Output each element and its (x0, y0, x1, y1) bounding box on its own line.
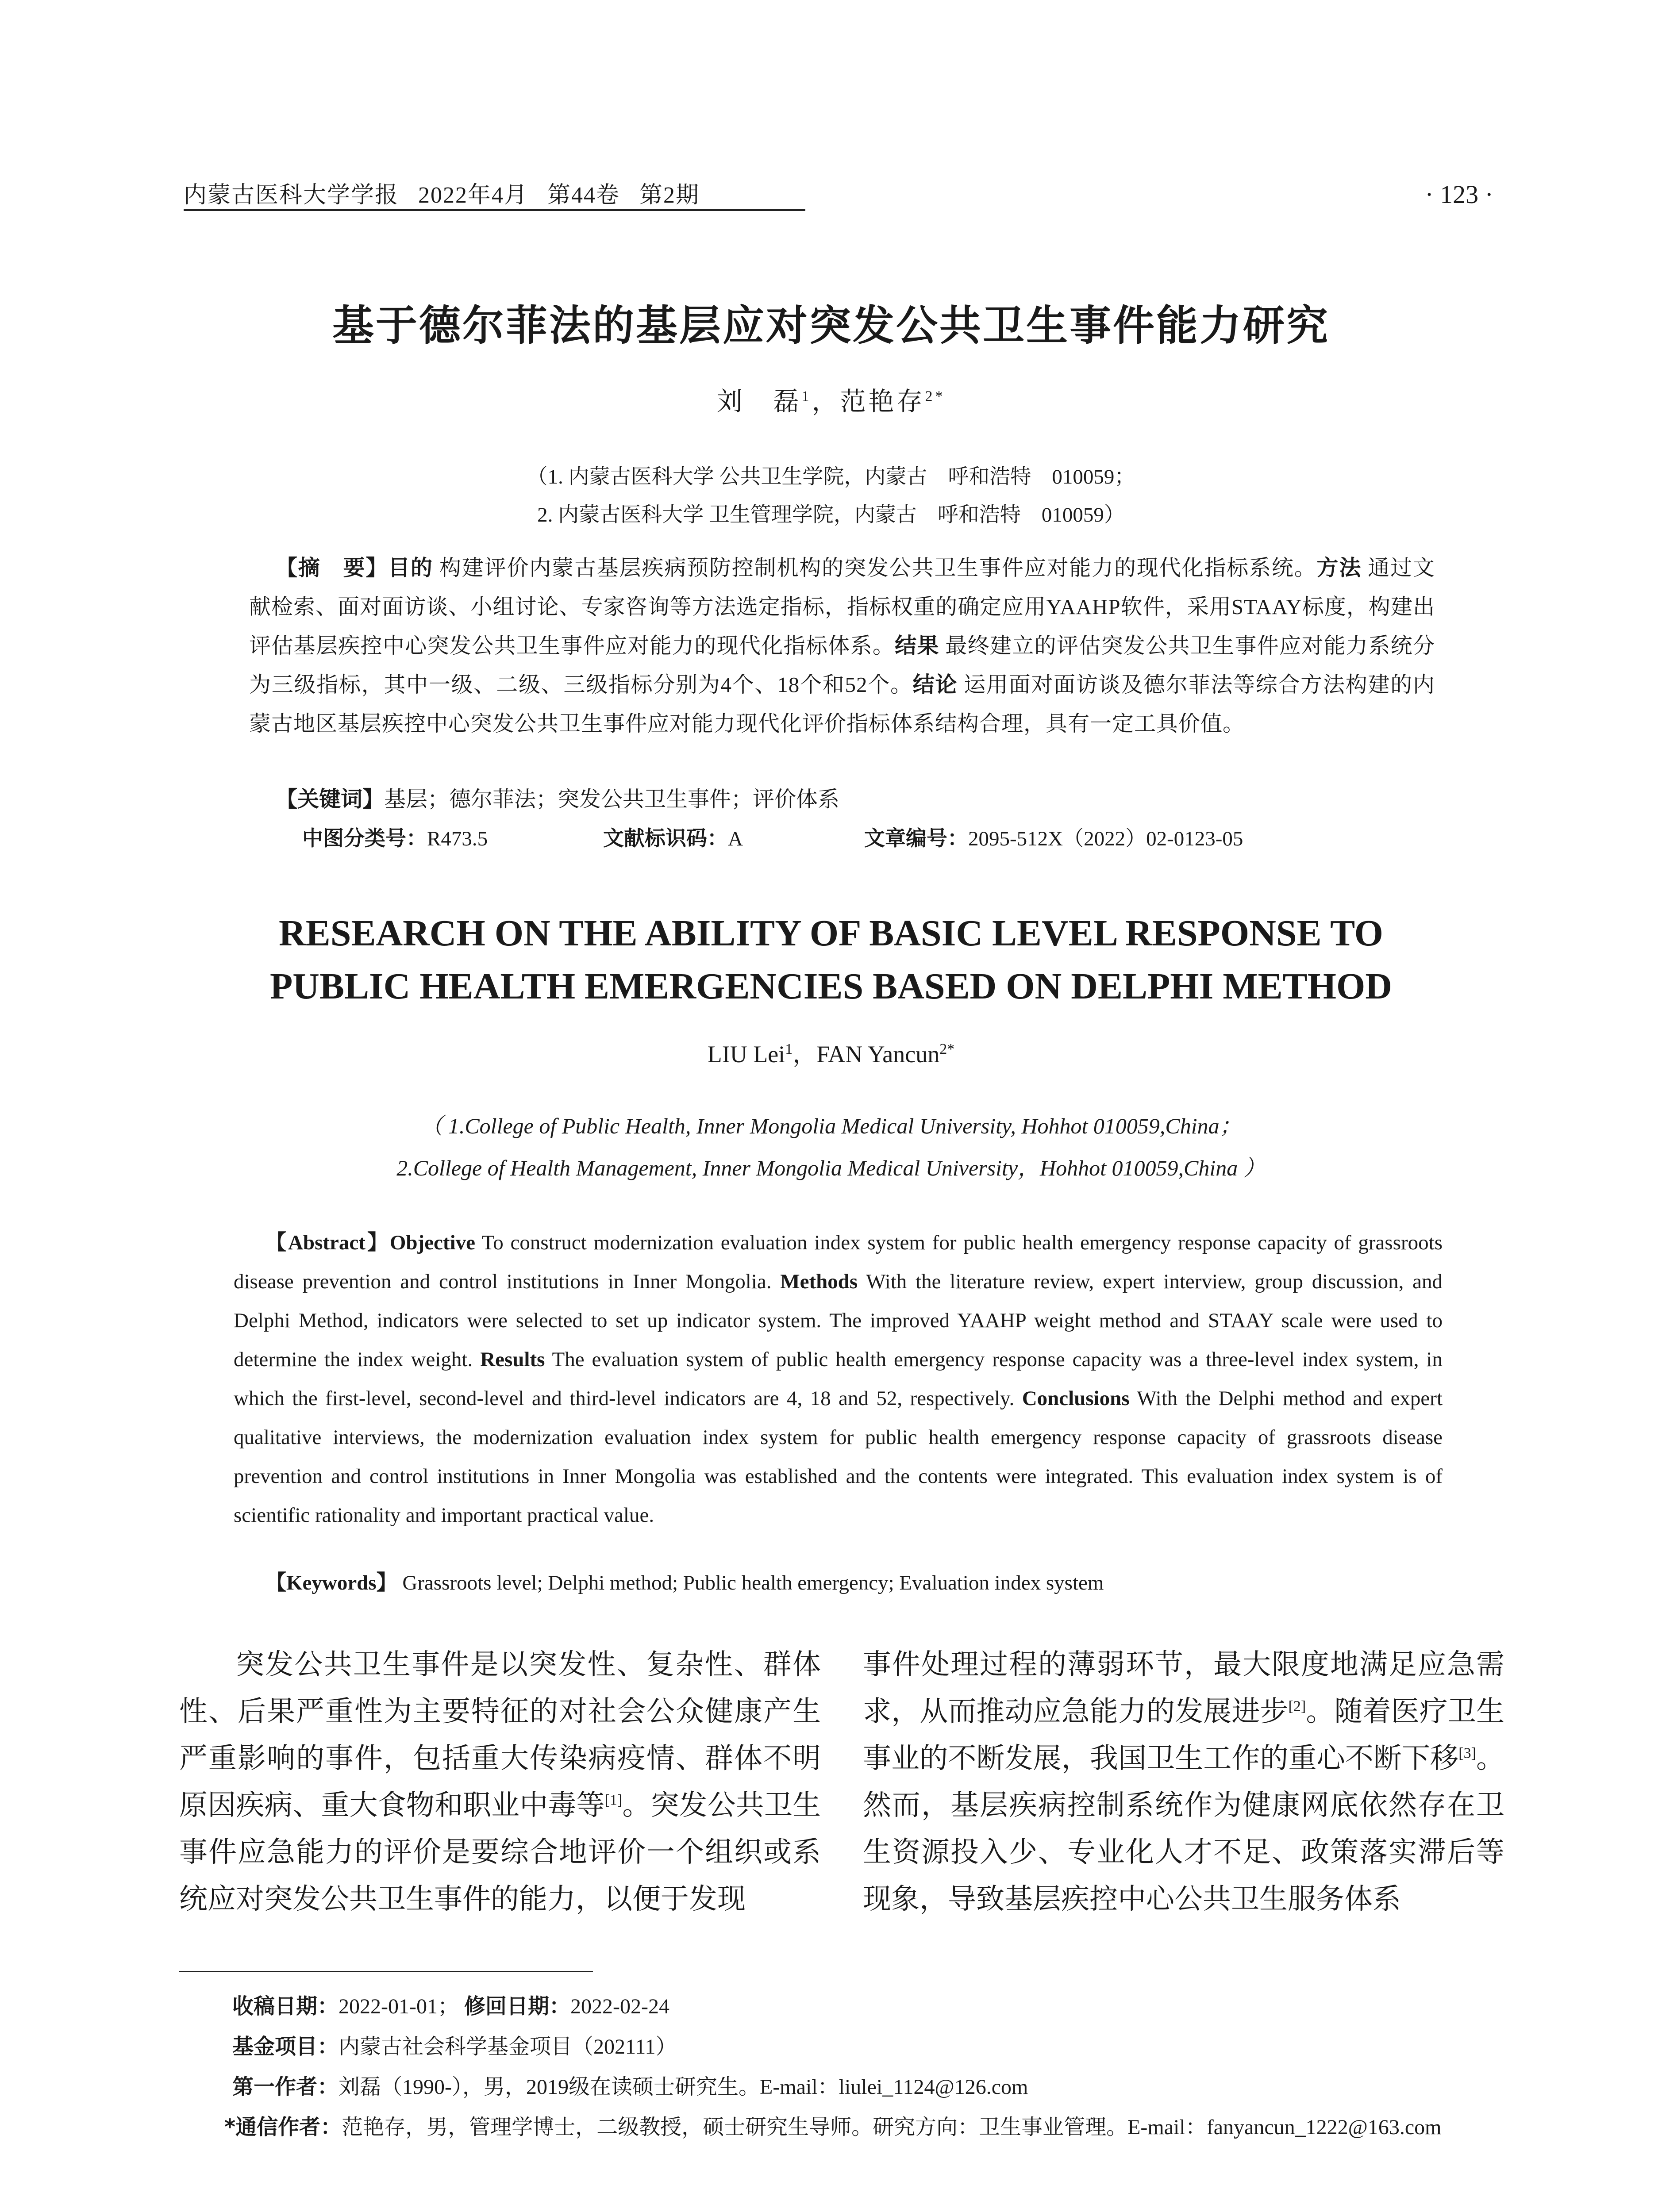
cn-author-1: 刘 磊 (716, 387, 802, 416)
footnotes (224, 1986, 1626, 2147)
cn-author-2: 范艳存 (840, 387, 925, 416)
en-methods-label: Methods (780, 1270, 858, 1293)
cn-authors (0, 380, 1662, 418)
en-keywords-text: Grassroots level; Delphi method; Public health emergency; Evaluation index system (402, 1571, 1104, 1594)
footnote-dates (232, 1986, 1626, 2027)
received-label: 收稿日期： (232, 1994, 339, 2019)
body-text: 。突发公共卫生事件应急能力的评价是要综合地评价一个组织或系统应对突发公共卫生事件的能力，以便于发现 (179, 1790, 821, 1915)
first-author-label: 第一作者： (232, 2074, 339, 2099)
cn-objective-text: 构建评价内蒙古基层疾病预防控制机构的突发公共卫生事件应对能力的现代化指标系统。 (439, 556, 1317, 580)
en-affiliation-1: （ 1.College of Public Health, Inner Mongolia Medical University, Hohhot 010059,China； (420, 1114, 1242, 1138)
clc-label: 中图分类号： (302, 826, 427, 851)
article-no-label: 文章编号： (864, 826, 968, 851)
cn-methods-text: 通过文献检索、面对面访谈、小组讨论、专家咨询等方法选定指标，指标权重的确定应用YAAHP软件，采用STAAY标度，构建出评估基层疾控中心突发公共卫生事件应对能力的现代化指标体系。 (249, 556, 1435, 658)
footnote-corresponding (224, 2107, 1626, 2147)
en-author-1: LIU Lei (707, 1041, 785, 1068)
en-author-1-sup: 1 (785, 1041, 793, 1057)
revised-date: 2022-02-24 (570, 1995, 669, 2018)
cn-title: 基于德尔菲法的基层应对突发公共卫生事件能力研究 (332, 302, 1330, 350)
cn-abstract-label: 【摘 要】 (276, 555, 389, 580)
doc-code-value: A (728, 827, 743, 850)
running-header (184, 176, 1493, 211)
cn-keywords-text: 基层；德尔菲法；突发公共卫生事件；评价体系 (384, 787, 840, 811)
body-column-left (179, 1641, 821, 1923)
en-conclusions-label: Conclusions (1022, 1387, 1130, 1410)
en-results-text: The evaluation system of public health emergency response capacity was a three-level index system, in which the first-level, second-level and third-level indicators are 4, 18 and 52, respectively. (234, 1348, 1443, 1410)
cn-author-separator: ， (812, 387, 840, 416)
issue-date: 2022年4月 (418, 183, 528, 208)
corresponding-label: *通信作者： (224, 2115, 342, 2139)
citation-ref: [2] (1288, 1698, 1306, 1715)
header-underline (184, 209, 805, 211)
cn-author-1-sup: 1 (801, 388, 812, 405)
en-methods-text: With the literature review, expert interview, group discussion, and Delphi Method, indicators were selected to set up indicator system. The improved YAAHP weight method and STAAY scale were used to determine the index weight. (234, 1270, 1443, 1371)
en-objective-label: Objective (389, 1231, 475, 1254)
journal-name: 内蒙古医科大学学报 (184, 183, 399, 208)
article-no-value: 2095-512X（2022）02-0123-05 (968, 827, 1243, 850)
citation-ref: [3] (1458, 1745, 1476, 1762)
cn-objective-label: 目的 (388, 556, 433, 580)
cn-methods-label: 方法 (1316, 556, 1362, 580)
en-affiliation-2: 2.College of Health Management, Inner Mongolia Medical University，Hohhot 010059,China ） (396, 1156, 1266, 1180)
cn-conclusion-text: 运用面对面访谈及德尔菲法等综合方法构建的内蒙古地区基层疾控中心突发公共卫生事件应对能力现代化评价指标体系结构合理，具有一定工具价值。 (249, 672, 1435, 736)
en-conclusions-text: With the Delphi method and expert qualitative interviews, the modernization evaluation index system for public health emergency response capacity of grassroots disease prevention and control institutions in Inner Mongolia was established and the contents were integrated. This evaluation index system is of scientific rationality and important practical value. (234, 1387, 1443, 1527)
body-paragraph (863, 1641, 1504, 1923)
article-number (864, 822, 1243, 852)
body-text: 突发公共卫生事件是以突发性、复杂性、群体性、后果严重性为主要特征的对社会公众健康产生严重影响的事件，包括重大传染病疫情、群体不明原因疾病、重大食物和职业中毒等 (179, 1649, 821, 1821)
en-abstract (234, 1223, 1443, 1535)
clc-value: R473.5 (427, 827, 488, 850)
cn-results-text: 最终建立的评估突发公共卫生事件应对能力系统分为三级指标，其中一级、二级、三级指标分别为4个、18个和52个。 (249, 634, 1435, 697)
received-date: 2022-01-01； (339, 1995, 459, 2018)
cn-keywords-label: 【关键词】 (276, 787, 385, 812)
page-number: · 123 · (1425, 180, 1493, 209)
en-keywords-label: 【Keywords】 (265, 1571, 397, 1594)
cn-author-2-sup: 2* (925, 388, 946, 405)
revised-label: 修回日期： (464, 1994, 571, 2019)
clc-number (302, 822, 488, 852)
en-title-line-2: PUBLIC HEALTH EMERGENCIES BASED ON DELPHI METHOD (269, 966, 1393, 1007)
en-author-2-sup: 2* (939, 1041, 955, 1057)
en-abstract-label: 【Abstract】 (265, 1231, 390, 1254)
first-author-text: 刘磊（1990-），男，2019级在读硕士研究生。E-mail：liulei_1124@126.com (339, 2075, 1028, 2099)
body-paragraph (179, 1641, 821, 1923)
running-header-citation (184, 176, 719, 209)
footnote-first-author (232, 2067, 1626, 2107)
fund-label: 基金项目： (232, 2034, 339, 2059)
footnote-rule (179, 1971, 593, 1972)
body-text: 。然而，基层疾病控制系统作为健康网底依然存在卫生资源投入少、专业化人才不足、政策落实滞后等现象，导致基层疾控中心公共卫生服务体系 (863, 1743, 1505, 1915)
en-keywords (265, 1566, 1104, 1596)
en-title-line-1: RESEARCH ON THE ABILITY OF BASIC LEVEL RESPONSE TO (279, 913, 1383, 954)
body-text: 事件处理过程的薄弱环节，最大限度地满足应急需求，从而推动应急能力的发展进步 (863, 1649, 1504, 1727)
en-objective-text: To construct modernization evaluation index system for public health emergency response capacity of grassroots disease prevention and control institutions in Inner Mongolia. (234, 1231, 1443, 1293)
doc-code-label: 文献标识码： (603, 826, 728, 851)
en-title (0, 907, 1662, 1013)
issue: 第2期 (639, 183, 700, 208)
cn-affiliation-1: （1. 内蒙古医科大学 公共卫生学院，内蒙古 呼和浩特 010059； (527, 465, 1135, 488)
cn-abstract (249, 549, 1435, 743)
fund-text: 内蒙古社会科学基金项目（202111） (339, 2035, 677, 2058)
en-results-label: Results (480, 1348, 545, 1371)
en-author-2: FAN Yancun (816, 1041, 940, 1068)
en-author-separator: ， (793, 1041, 817, 1068)
document-code (603, 822, 743, 852)
cn-conclusion-label: 结论 (912, 672, 958, 697)
en-authors (0, 1035, 1662, 1069)
cn-results-label: 结果 (895, 634, 939, 658)
body-column-right (863, 1641, 1504, 1923)
footnote-fund (232, 2027, 1626, 2067)
volume: 第44卷 (547, 183, 620, 208)
cn-keywords (276, 782, 839, 813)
corresponding-text: 范艳存，男，管理学博士，二级教授，硕士研究生导师。研究方向：卫生事业管理。E-mail：fanyancun_1222@163.com (342, 2116, 1442, 2139)
body-text: 。随着医疗卫生事业的不断发展，我国卫生工作的重心不断下移 (863, 1696, 1505, 1774)
citation-ref: [1] (604, 1792, 623, 1809)
cn-affiliation-2: 2. 内蒙古医科大学 卫生管理学院，内蒙古 呼和浩特 010059） (537, 503, 1125, 526)
